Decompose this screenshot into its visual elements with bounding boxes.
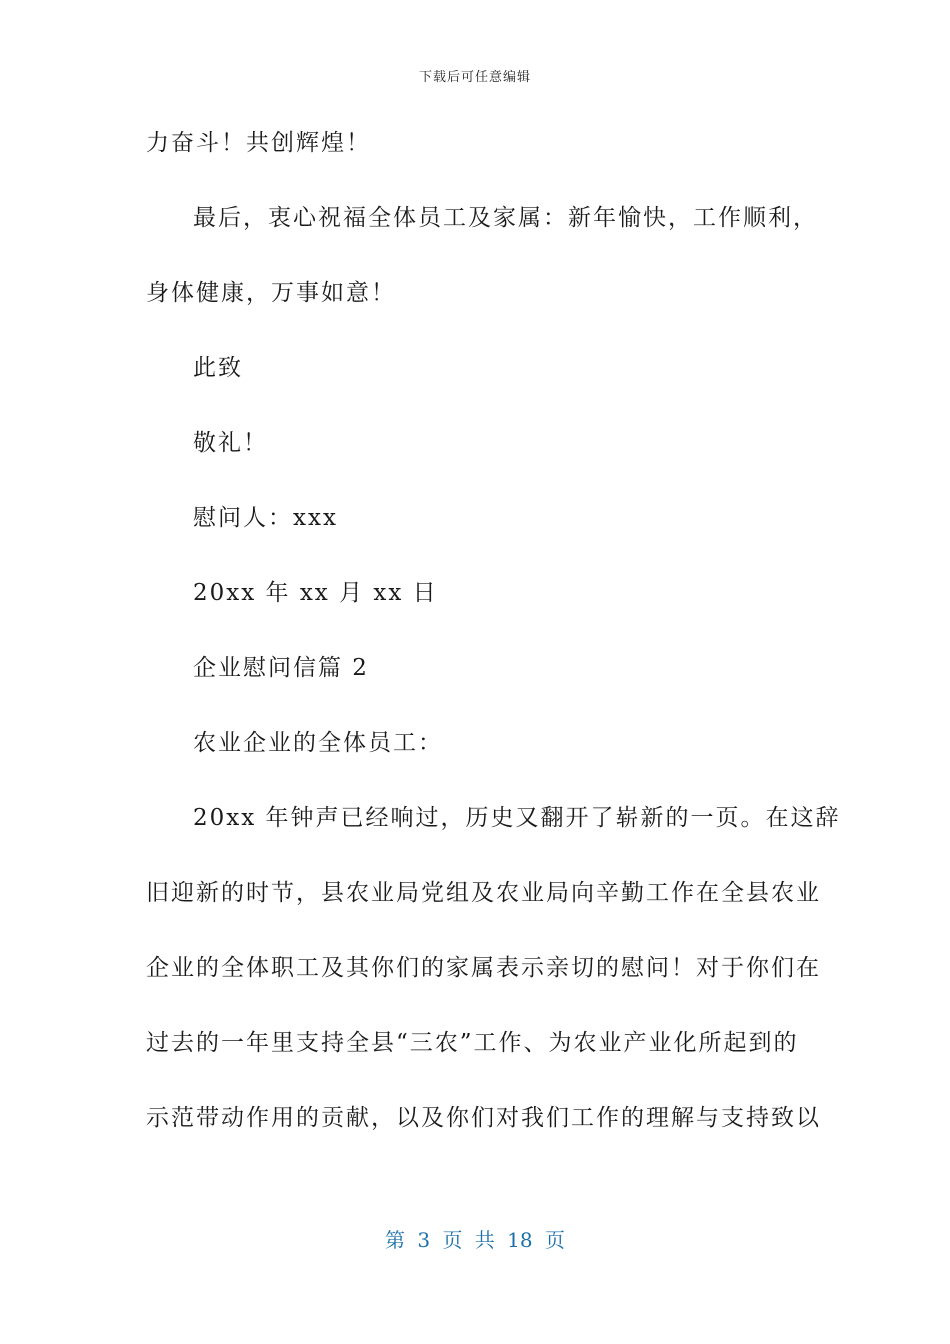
body-line: 企业的全体职工及其你们的家属表示亲切的慰问！对于你们在 xyxy=(146,955,821,981)
page-number-footer: 第 3 页 共 18 页 xyxy=(385,1228,565,1252)
header-note: 下载后可任意编辑 xyxy=(418,70,531,85)
body-line: 最后，衷心祝福全体员工及家属：新年愉快，工作顺利， xyxy=(193,205,818,231)
closing-salutation: 此致 xyxy=(193,355,243,381)
date-line: 20xx 年 xx 月 xx 日 xyxy=(193,580,438,606)
addressee-line: 农业企业的全体员工： xyxy=(193,730,443,756)
body-line: 20xx 年钟声已经响过，历史又翻开了崭新的一页。在这辞 xyxy=(193,805,841,831)
section-title: 企业慰问信篇 2 xyxy=(193,655,369,681)
body-line: 旧迎新的时节，县农业局党组及农业局向辛勤工作在全县农业 xyxy=(146,880,821,906)
body-line: 力奋斗！共创辉煌！ xyxy=(146,130,371,156)
sender-line: 慰问人：xxx xyxy=(193,505,338,531)
body-line: 示范带动作用的贡献，以及你们对我们工作的理解与支持致以 xyxy=(146,1105,821,1131)
closing-respect: 敬礼！ xyxy=(193,430,268,456)
body-line: 身体健康，万事如意！ xyxy=(146,280,396,306)
body-line: 过去的一年里支持全县“三农”工作、为农业产业化所起到的 xyxy=(146,1030,799,1056)
